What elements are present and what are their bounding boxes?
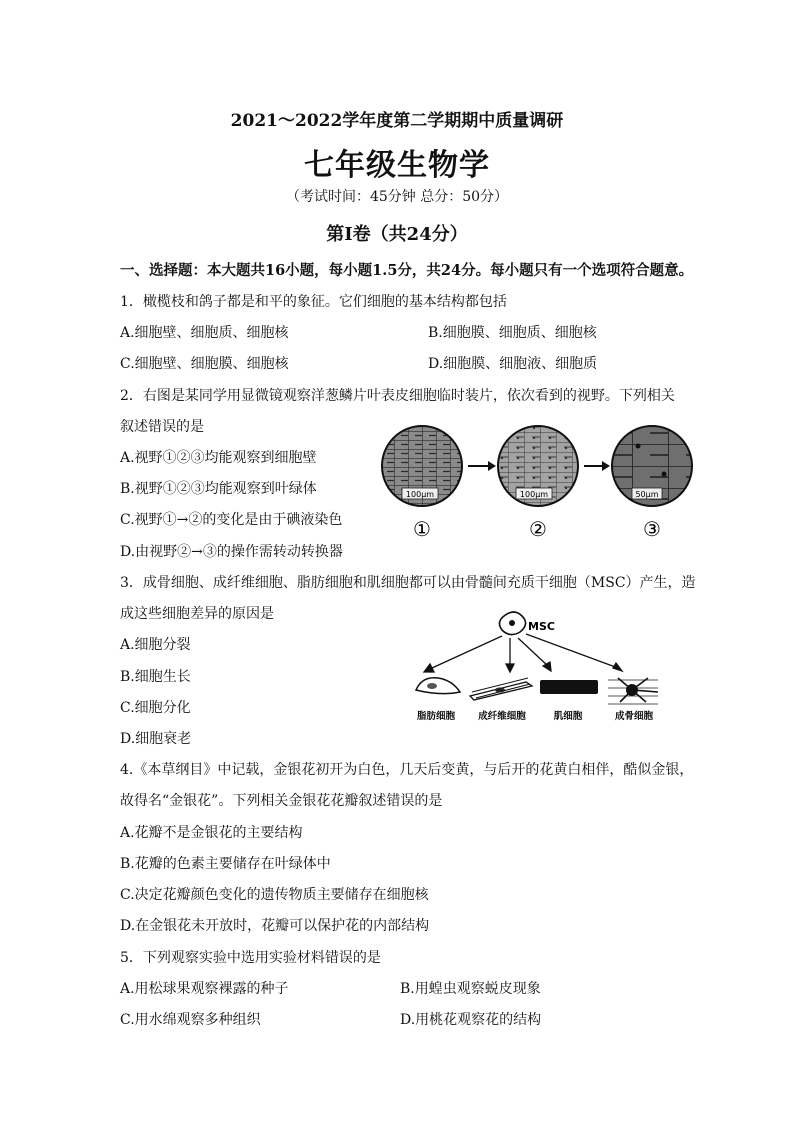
q1-option-d: D.细胞膜、细胞液、细胞质 xyxy=(428,356,598,372)
view-1 xyxy=(380,422,470,512)
view-2-scale: 100μm xyxy=(519,490,549,499)
section-title: 第Ⅰ卷（共24分） xyxy=(326,224,468,245)
q5-option-d: D.用桃花观察花的结构 xyxy=(400,1012,542,1028)
view-1-scale: 100μm xyxy=(405,490,435,499)
q2-stem-line2: 叙述错误的是 xyxy=(120,419,204,435)
fat-cell-label: 脂肪细胞 xyxy=(416,711,456,722)
view-3-label: ③ xyxy=(643,517,661,541)
exam-year-title: 2021～2022学年度第二学期期中质量调研 xyxy=(230,111,564,131)
q3-option-a: A.细胞分裂 xyxy=(120,637,191,653)
q3-stem-line1: 3．成骨细胞、成纤维细胞、脂肪细胞和肌细胞都可以由骨髓间充质干细胞（MSC）产生，造 xyxy=(120,575,696,591)
q1-option-c: C.细胞壁、细胞膜、细胞核 xyxy=(120,356,289,372)
view-2 xyxy=(495,422,585,512)
exam-info: （考试时间：45分钟 总分：50分） xyxy=(285,189,509,205)
q2-option-d: D.由视野②→③的操作需转动转换器 xyxy=(120,544,343,560)
q2-stem-line1: 2．右图是某同学用显微镜观察洋葱鳞片叶表皮细胞临时装片，依次看到的视野。下列相关 xyxy=(120,388,675,404)
q2-option-b: B.视野①②③均能观察到叶绿体 xyxy=(120,481,317,497)
q4-option-d: D.在金银花未开放时，花瓣可以保护花的内部结构 xyxy=(120,918,430,934)
subject-title: 七年级生物学 xyxy=(304,148,490,183)
fat-cell xyxy=(416,678,460,694)
q3-option-b: B.细胞生长 xyxy=(120,669,191,685)
muscle-cell-label: 肌细胞 xyxy=(553,711,583,722)
view-2-label: ② xyxy=(529,517,547,541)
q4-stem-line2: 故得名“金银花”。下列相关金银花花瓣叙述错误的是 xyxy=(120,793,443,809)
q1-option-b: B.细胞膜、细胞质、细胞核 xyxy=(428,325,597,341)
microscope-views-figure xyxy=(380,422,700,548)
osteoblast-cell xyxy=(608,678,658,704)
q5-option-b: B.用蝗虫观察蜕皮现象 xyxy=(400,981,541,997)
q3-option-d: D.细胞衰老 xyxy=(120,731,192,747)
differentiation-arrows xyxy=(424,634,622,672)
q5-stem: 5．下列观察实验中选用实验材料错误的是 xyxy=(120,950,381,966)
q4-option-b: B.花瓣的色素主要储存在叶绿体中 xyxy=(120,856,331,872)
q2-option-c: C.视野①→②的变化是由于碘液染色 xyxy=(120,512,343,528)
q5-option-c: C.用水绵观察多种组织 xyxy=(120,1012,261,1028)
q4-stem-line1: 4.《本草纲目》中记载，金银花初开为白色，几天后变黄，与后开的花黄白相伴，酷似金银， xyxy=(120,762,694,778)
q4-option-c: C.决定花瓣颜色变化的遗传物质主要储存在细胞核 xyxy=(120,887,429,903)
q1-option-a: A.细胞壁、细胞质、细胞核 xyxy=(120,325,289,341)
arrow-2 xyxy=(584,461,610,471)
muscle-cell xyxy=(540,680,598,694)
q3-option-c: C.细胞分化 xyxy=(120,700,191,716)
part-heading: 一、选择题：本大题共16小题，每小题1.5分，共24分。每小题只有一个选项符合题意。 xyxy=(120,262,694,279)
fibroblast-label: 成纤维细胞 xyxy=(478,711,526,722)
q1-stem: 1．橄榄枝和鸽子都是和平的象征。它们细胞的基本结构都包括 xyxy=(120,294,507,310)
msc-cell xyxy=(499,612,525,635)
msc-label: MSC xyxy=(528,620,555,633)
q5-option-a: A.用松球果观察裸露的种子 xyxy=(120,981,289,997)
fibroblast-cell xyxy=(470,678,532,700)
q2-option-a: A.视野①②③均能观察到细胞壁 xyxy=(120,450,317,466)
q3-stem-line2: 成这些细胞差异的原因是 xyxy=(120,606,274,622)
msc-differentiation-figure xyxy=(408,606,668,726)
view-3-scale: 50μm xyxy=(635,490,659,499)
osteoblast-label: 成骨细胞 xyxy=(614,711,654,722)
view-3 xyxy=(609,422,699,512)
view-1-label: ① xyxy=(413,517,431,541)
arrow-1 xyxy=(468,461,496,471)
q4-option-a: A.花瓣不是金银花的主要结构 xyxy=(120,825,303,841)
